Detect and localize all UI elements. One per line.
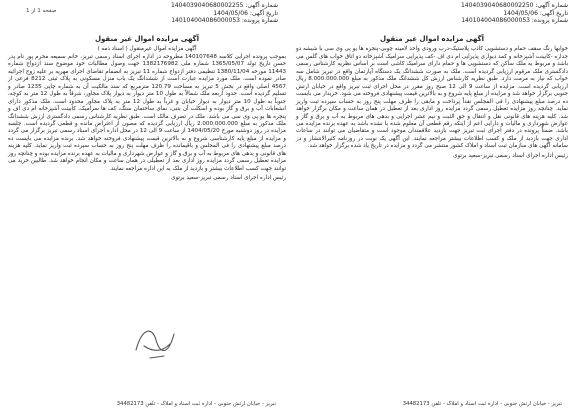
signature-image [130, 320, 182, 364]
left-notice-title: آگهی مزایده اموال غیر منقول [94, 35, 200, 43]
right-notice-header [418, 2, 568, 25]
page-number: صفحه 1 از 1 [26, 8, 57, 14]
left-notice-body-text: بموجب پرونده اجرایی کلاسه 140107648 مطروحه در اداره اجرای اسناد رسمی تبریز، خانم سمیعه محرم پور نام پدر حسن تاریخ تولد 1365/05/07 شماره ملی 1382176982 جهت وصول مطالبات خود موضوع سند ازدواج شماره 11443 مورخه 1380/11/04 تنظیمی دفتر ازدواج شماره 11 تبریز به انضمام تقاضای اجرای مهریه بر علیه زوج اجرائیه صادر نموده است. ملک مورد مزایده عبارت است از ششدانگ یک باب منزل مسکونی به پلاک ثبتی 8212 فرعی از 4567 اصلی واقع در بخش 5 تبریز به مساحت 120.79 مترمربع که سند مالکیت آن به شماره چاپی 1235 صادر و تسلیم گردیده است. حدود اربعه ملک شمالاً به طول 10 متر دیوار به دیوار پلاک مجاور، شرقاً به طول 12 متر به کوچه، جنوباً به طول 10 متر دیوار به دیوار خیابان و غرباً به طول 12 متر به پلاک مجاور محدود است. ملک مذکور دارای انشعابات آب و برق و گاز بوده و اسکلت آن بتنی، نمای ساختمان سنگ، کف ها سرامیک، کابینت آشپزخانه ام دی اف و پنجره ها یو پی وی سی می باشد. ملک در تصرف مالک است. طبق نظریه کارشناس رسمی دادگستری ارزش ششدانگ ملک مذکور به مبلغ 2.000.000.000 ریال ارزیابی گردیده که مصون از اعتراض مانده و قطعی گردیده است. جلسه مزایده در روز دوشنبه مورخ 1404/05/20 از ساعت 9 الی 12 در محل اداره اجرای اسناد رسمی تبریز برگزار می گردد و مزایده از مبلغ پایه کارشناسی شروع و به بالاترین قیمت پیشنهادی فروخته خواهد شد. برنده مزایده می بایست ده درصد مبلغ پیشنهادی را فی المجلس و باقیمانده را ظرف مهلت پنج روز به حساب سپرده ثبت واریز نماید. کلیه هزینه های قانونی و بدهی های مربوط به آب و برق و گاز و عوارض شهرداری و مالیات به عهده برنده مزایده بوده و چنانچه روز مزایده تعطیل رسمی گردد مزایده روز اداری بعد از تعطیلی در همان ساعت و مکان انجام خواهد شد. طالبین خرید می توانند جهت کسب اطلاعات بیشتر و بازدید از ملک به این اداره مراجعه نمایند. [8, 53, 287, 172]
right-case-number: شماره پرونده: 140104004086000053 [461, 17, 568, 24]
right-notice-signer: رئیس اداره اجرای اسناد رسمی تبریز-سعید برتوی [453, 152, 568, 159]
left-notice-body [8, 54, 286, 173]
right-notice [296, 36, 568, 160]
left-footer-address: تبریز - خیابان ارتش جنوبی - اداره ثبت اسناد و املاک - تلفن 34482173 [116, 401, 276, 407]
left-ad-number: شماره آگهی: 1404039040680002255 [170, 2, 278, 9]
left-notice [8, 36, 286, 183]
right-ad-date: تاریخ آگهی: 1404/05/06 [503, 9, 568, 17]
right-notice-body [296, 46, 568, 150]
right-notice-body-text: خوابها رنگ سقف حمام و دستشویی کاذب پلاستیک-درب ورودی واحد لامینه چوبی-پنجره ها یو پی وی سی با شیشه دو جداره -کابینت آشپزخانه و کمد دیواری پذیرایی ام دی اف -کف پذیرایی سرامیک آشپزخانه دو اتاق خواب های گلس می باشد و مربوط به ملک ساکن که دستشویی ها و حمام دارای سرامیک کاشی است بر اساس نظریه کارشناس رسمی دادگستری ملک مرقوم ارزیابی گردیده است. ملک به صورت ششدانگ یک دستگاه آپارتمان واقع در تبریز شامل سه خواب که نیاز به مرمت دارد. طبق نظریه کارشناس ارزش کل ششدانگ ملک مذکور به مبلغ 8.000.000.000 ریال ارزیابی گردیده است. مزایده از ساعت 9 الی 12 صبح روز مقرر در محل اجرای ثبت تبریز واقع در خیابان ارتش جنوبی برگزار خواهد شد و مزایده از مبلغ پایه شروع و به بالاترین قیمت پیشنهادی فروخته می شود. خریدار می بایست ده درصد مبلغ پیشنهادی را فی المجلس نقداً پرداخت و مابقی را ظرف مهلت پنج روز به حساب سپرده ثبت واریز نماید. چنانچه روز مزایده تعطیل رسمی گردد مزایده روز اداری بعد از تعطیل در همان ساعت و مکان برگزار خواهد شد. کلیه هزینه های قانونی نقل و انتقال و حق الثبت و نیم عشر اجرایی و بدهی های مربوط به آب و برق و گاز و عوارض شهرداری و مالیات و دارایی اعم از اینکه رقم قطعی آن معلوم شده یا نشده باشد به عهده برنده مزایده می باشد. ضمناً پرونده در دفتر اجرای ثبت تبریز جهت بازدید علاقمندان موجود است و متقاضیان می توانند در ساعات اداری جهت بازدید از ملک و کسب اطلاعات بیشتر مراجعه نمایند. این آگهی یک نوبت در روزنامه کثیرالانتشار و در سامانه آگهی های سازمان ثبت اسناد و املاک کشور منتشر می گردد و مزایده در تاریخ یاد شده برگزار خواهد شد. [296, 46, 568, 150]
right-notice-title: آگهی مزایده اموال غیر منقول [379, 35, 485, 43]
right-ad-number: شماره آگهی: 1404039040680002250 [460, 2, 568, 9]
right-footer-address: تبریز - خیابان ارتش جنوبی - اداره ثبت اسناد و املاک - تلفن 34482173 [402, 401, 562, 407]
left-notice-signer: رئیس اداره اجرای اسناد رسمی تبریز-سعید برتوی [171, 175, 286, 182]
left-notice-subtitle: آگهی مزایده اموال غیرمنقول ( اسناد ذمه ) [97, 46, 197, 53]
left-ad-date: تاریخ آگهی: 1404/05/06 [213, 9, 278, 17]
left-case-number: شماره پرونده: 140104004086000053 [171, 17, 278, 24]
left-notice-header [128, 2, 278, 25]
